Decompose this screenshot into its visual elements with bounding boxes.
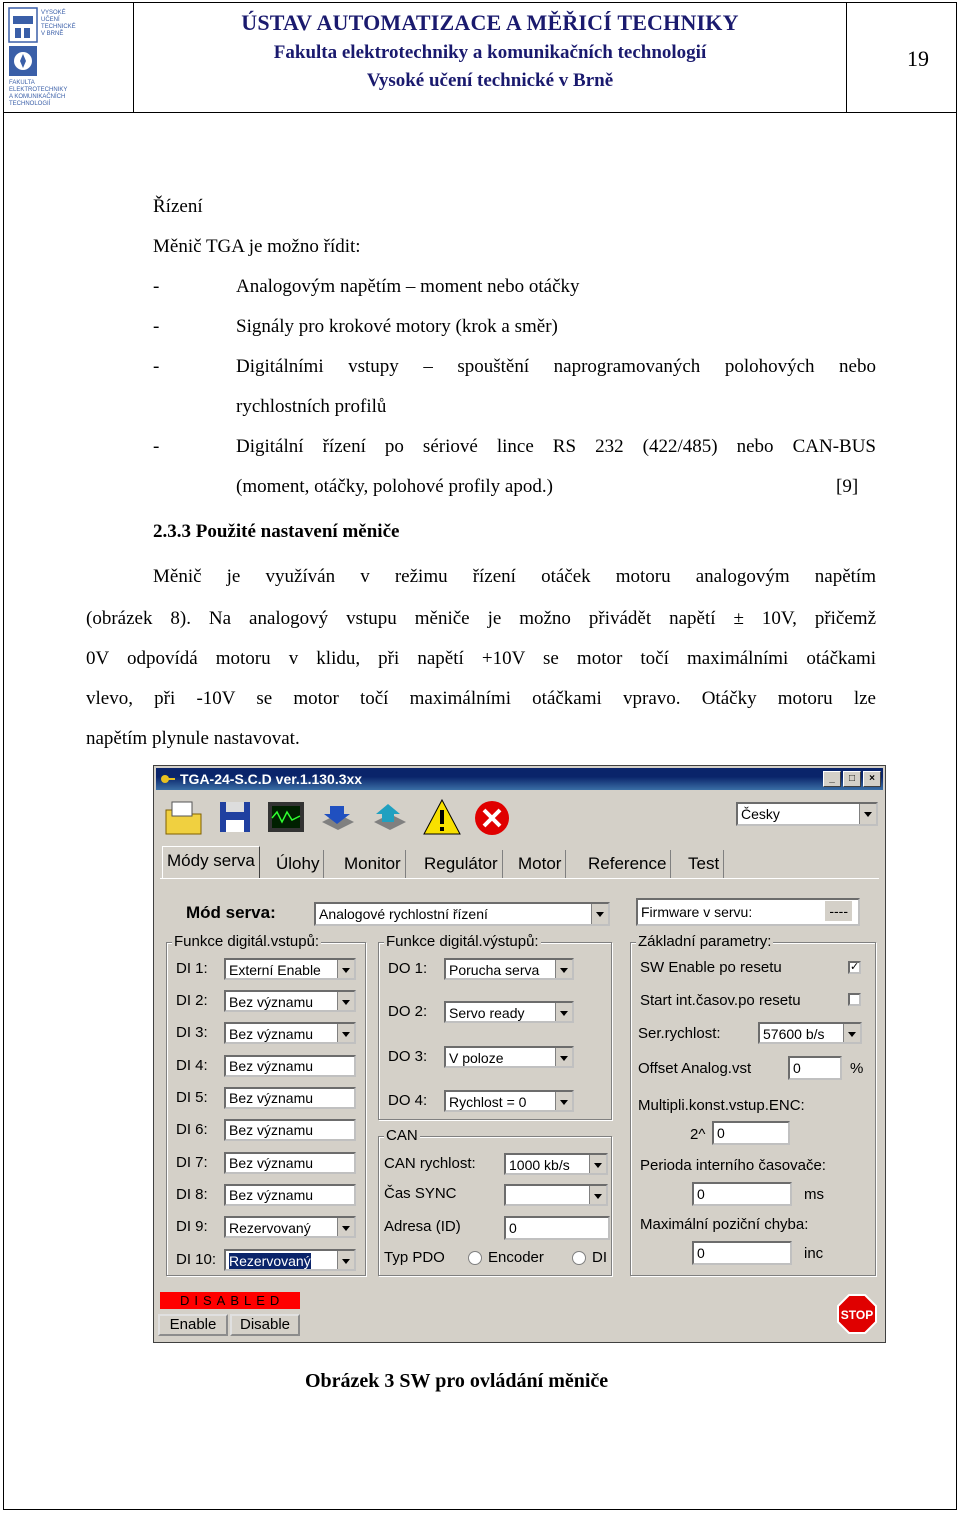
open-folder-icon[interactable]: [162, 796, 206, 840]
heading-rizeni: Řízení: [153, 196, 203, 217]
di-group-title: Funkce digitál.vstupů:: [174, 933, 320, 950]
mode-select[interactable]: [314, 902, 610, 926]
paragraph-line: vlevo, při -10V se motor točí maximálními otáčkami vpravo. Otáčky motoru lze: [86, 688, 876, 709]
logo-text-top: VYSOKÉ: [41, 10, 66, 16]
pdo-di-radio[interactable]: [572, 1251, 586, 1265]
language-value: Česky: [741, 806, 780, 822]
di-value: Bez významu: [229, 1155, 314, 1171]
di-select[interactable]: [224, 1087, 356, 1109]
do-select[interactable]: [444, 1001, 574, 1023]
error-icon[interactable]: [470, 796, 514, 840]
do-select[interactable]: [444, 958, 574, 980]
di-label: DI 2:: [176, 992, 208, 1009]
start-timer-checkbox[interactable]: [848, 993, 861, 1006]
tab-regulator[interactable]: Regulátor: [420, 850, 503, 878]
monitor-scope-icon[interactable]: [264, 796, 308, 840]
university-logo: [7, 6, 77, 108]
ser-speed-select[interactable]: [758, 1022, 862, 1044]
mode-value: Analogové rychlostní řízení: [319, 906, 488, 922]
do-value: Servo ready: [449, 1005, 525, 1021]
tab-divider: [160, 878, 879, 879]
offset-unit: %: [850, 1060, 864, 1077]
di-select[interactable]: [224, 1249, 356, 1271]
max-error-input[interactable]: 0: [692, 1241, 792, 1265]
timer-period-unit: ms: [804, 1186, 824, 1203]
do-select[interactable]: [444, 1046, 574, 1068]
pdo-encoder-radio[interactable]: [468, 1251, 482, 1265]
do-value: V poloze: [449, 1050, 504, 1066]
chevron-down-icon: [555, 1092, 572, 1110]
bullet-text: Digitálními vstupy – spouštění naprogramovaných polohových nebo: [236, 356, 876, 377]
app-window: [153, 765, 886, 1343]
paragraph-line: 0V odpovídá motoru v klidu, při napětí +10V se motor točí maximálními otáčkami: [86, 648, 876, 669]
di-select[interactable]: [224, 1184, 356, 1206]
firmware-value: ----: [825, 901, 852, 921]
header-titles: [133, 2, 847, 112]
citation: [9]: [836, 476, 859, 497]
firmware-label: Firmware v servu:: [641, 904, 753, 920]
pdo-label: Typ PDO: [384, 1249, 445, 1266]
disable-button[interactable]: Disable: [230, 1314, 300, 1336]
paragraph-line: (obrázek 8). Na analogový vstupu měniče je možno přivádět napětí ± 10V, přičemž: [86, 608, 876, 629]
paragraph-line: napětím plynule nastavovat.: [86, 728, 300, 749]
minimize-button[interactable]: _: [823, 771, 841, 787]
can-group-title: CAN: [386, 1127, 418, 1144]
can-speed-select[interactable]: [504, 1153, 608, 1175]
window-title: TGA-24-S.C.D ver.1.130.3xx: [180, 771, 363, 787]
di-value: Bez významu: [229, 1058, 314, 1074]
institute-name: ÚSTAV AUTOMATIZACE A MĚŘICÍ TECHNIKY: [241, 10, 739, 35]
di-value: Bez významu: [229, 1122, 314, 1138]
di-value: Bez významu: [229, 1090, 314, 1106]
can-speed-value: 1000 kb/s: [509, 1157, 570, 1173]
university-name: Vysoké učení technické v Brně: [366, 70, 614, 91]
bullet-text-cont: rychlostních profilů: [236, 396, 387, 417]
save-disk-icon[interactable]: [214, 796, 258, 840]
svg-text:FAKULTA: FAKULTA: [9, 80, 35, 86]
figure-caption: Obrázek 3 SW pro ovládání měniče: [305, 1370, 609, 1392]
svg-text:TECHNICKÉ: TECHNICKÉ: [41, 24, 76, 30]
chevron-down-icon: [337, 992, 354, 1010]
title-bar: [156, 768, 883, 790]
offset-label: Offset Analog.vst: [638, 1060, 752, 1077]
page-number: 19: [907, 46, 929, 71]
timer-period-label: Perioda interního časovače:: [640, 1157, 826, 1174]
firmware-box: [636, 898, 860, 926]
do-label: DO 1:: [388, 960, 428, 977]
paragraph-line: Měnič je využíván v režimu řízení otáček motoru analogovým napětím: [153, 566, 876, 587]
bullet-dash: -: [153, 356, 160, 377]
di-value: Externí Enable: [229, 962, 321, 978]
di-value: Bez významu: [229, 994, 314, 1010]
bullet-text-cont: (moment, otáčky, polohové profily apod.): [236, 476, 553, 497]
svg-text:A KOMUNIKAČNÍCH: A KOMUNIKAČNÍCH: [9, 94, 66, 100]
chevron-down-icon: [555, 1003, 572, 1021]
stop-sign-icon[interactable]: [836, 1293, 878, 1335]
chevron-down-icon: [589, 1155, 606, 1173]
tab-reference[interactable]: Reference: [584, 850, 671, 878]
bullet-dash: -: [153, 436, 160, 457]
window-controls: [821, 771, 881, 793]
multiplier-label: Multipli.konst.vstup.ENC:: [638, 1097, 805, 1114]
do-label: DO 2:: [388, 1003, 428, 1020]
language-select[interactable]: [736, 802, 878, 826]
mode-label: Mód serva:: [186, 903, 276, 922]
di-value: Bez významu: [229, 1026, 314, 1042]
svg-text:TECHNOLOGIÍ: TECHNOLOGIÍ: [9, 101, 51, 107]
bullet-text: Analogovým napětím – moment nebo otáčky: [236, 276, 580, 297]
chevron-down-icon: [337, 1251, 354, 1269]
faculty-name: Fakulta elektrotechniky a komunikačních technologií: [273, 42, 707, 63]
enable-button[interactable]: Enable: [158, 1314, 228, 1336]
do-value: Rychlost = 0: [449, 1094, 527, 1110]
sync-label: Čas SYNC: [384, 1185, 457, 1202]
max-error-label: Maximální poziční chyba:: [640, 1216, 809, 1233]
di-label: DI 10:: [176, 1251, 217, 1268]
chevron-down-icon: [843, 1024, 860, 1042]
di-label: DI 1:: [176, 960, 208, 977]
tab-motor[interactable]: Motor: [514, 850, 566, 878]
timer-period-input[interactable]: 0: [692, 1182, 792, 1206]
chevron-down-icon: [591, 904, 608, 924]
do-select[interactable]: [444, 1090, 574, 1112]
basic-params-title: Základní parametry:: [638, 933, 772, 950]
do-label: DO 4:: [388, 1092, 428, 1109]
di-label: DI 7:: [176, 1154, 208, 1171]
download-icon[interactable]: [368, 796, 412, 840]
di-select[interactable]: [224, 1022, 356, 1044]
di-value: Rezervovaný: [229, 1253, 311, 1269]
di-label: DI 6:: [176, 1121, 208, 1138]
page-header: [3, 2, 957, 113]
chevron-down-icon: [555, 960, 572, 978]
start-timer-label: Start int.časov.po resetu: [640, 992, 801, 1009]
do-group-title: Funkce digitál.výstupů:: [386, 933, 539, 950]
di-label: DI 8:: [176, 1186, 208, 1203]
sw-enable-checkbox[interactable]: ✓: [850, 961, 860, 973]
di-select[interactable]: [224, 1055, 356, 1077]
di-select[interactable]: [224, 990, 356, 1012]
address-input[interactable]: 0: [504, 1216, 610, 1240]
chevron-down-icon: [589, 1186, 606, 1204]
section-heading: 2.3.3 Použité nastavení měniče: [153, 521, 400, 542]
upload-icon[interactable]: [316, 796, 360, 840]
max-error-unit: inc: [804, 1245, 824, 1262]
bullet-text: Digitální řízení po sériové lince RS 232 (422/485) nebo CAN-BUS: [236, 436, 876, 457]
svg-text:V BRNĚ: V BRNĚ: [41, 31, 64, 37]
can-speed-label: CAN rychlost:: [384, 1155, 476, 1172]
bullet-text: Signály pro krokové motory (krok a směr): [236, 316, 558, 337]
do-label: DO 3:: [388, 1048, 428, 1065]
bullet-dash: -: [153, 276, 160, 297]
address-label: Adresa (ID): [384, 1218, 461, 1235]
ser-speed-value: 57600 b/s: [763, 1026, 825, 1042]
maximize-button[interactable]: □: [843, 771, 861, 787]
warning-icon[interactable]: [420, 796, 464, 840]
chevron-down-icon: [337, 1024, 354, 1042]
di-value: Rezervovaný: [229, 1220, 311, 1236]
do-value: Porucha serva: [449, 962, 540, 978]
bullet-dash: -: [153, 316, 160, 337]
chevron-down-icon: [337, 1218, 354, 1236]
app-key-icon: [160, 771, 176, 787]
di-label: DI 3:: [176, 1024, 208, 1041]
di-select[interactable]: [224, 1119, 356, 1141]
di-label: DI 9:: [176, 1218, 208, 1235]
di-select[interactable]: [224, 958, 356, 980]
tab-test[interactable]: Test: [684, 850, 724, 878]
di-label: DI 4:: [176, 1057, 208, 1074]
status-badge: DISABLED: [160, 1292, 300, 1309]
chevron-down-icon: [555, 1048, 572, 1066]
chevron-down-icon: [337, 960, 354, 978]
svg-text:UČENÍ: UČENÍ: [41, 17, 60, 23]
tab-ulohy[interactable]: Úlohy: [272, 850, 324, 878]
offset-input[interactable]: 0: [788, 1056, 842, 1080]
multiplier-prefix: 2^: [690, 1126, 706, 1143]
tab-mody-serva[interactable]: Módy serva: [162, 846, 260, 879]
svg-text:ELEKTROTECHNIKY: ELEKTROTECHNIKY: [9, 87, 68, 93]
intro-text: Měnič TGA je možno řídit:: [153, 236, 361, 257]
sw-enable-label: SW Enable po resetu: [640, 959, 782, 976]
pdo-encoder-label: Encoder: [488, 1249, 544, 1266]
sync-select[interactable]: [504, 1184, 608, 1206]
multiplier-input[interactable]: 0: [712, 1121, 790, 1145]
ser-speed-label: Ser.rychlost:: [638, 1025, 721, 1042]
di-label: DI 5:: [176, 1089, 208, 1106]
di-select[interactable]: [224, 1216, 356, 1238]
di-value: Bez významu: [229, 1187, 314, 1203]
chevron-down-icon: [859, 804, 876, 824]
stop-label: STOP: [840, 1308, 874, 1322]
close-button[interactable]: ×: [863, 771, 881, 787]
di-select[interactable]: [224, 1152, 356, 1174]
pdo-di-label: DI: [592, 1249, 607, 1266]
tab-monitor[interactable]: Monitor: [340, 850, 406, 878]
